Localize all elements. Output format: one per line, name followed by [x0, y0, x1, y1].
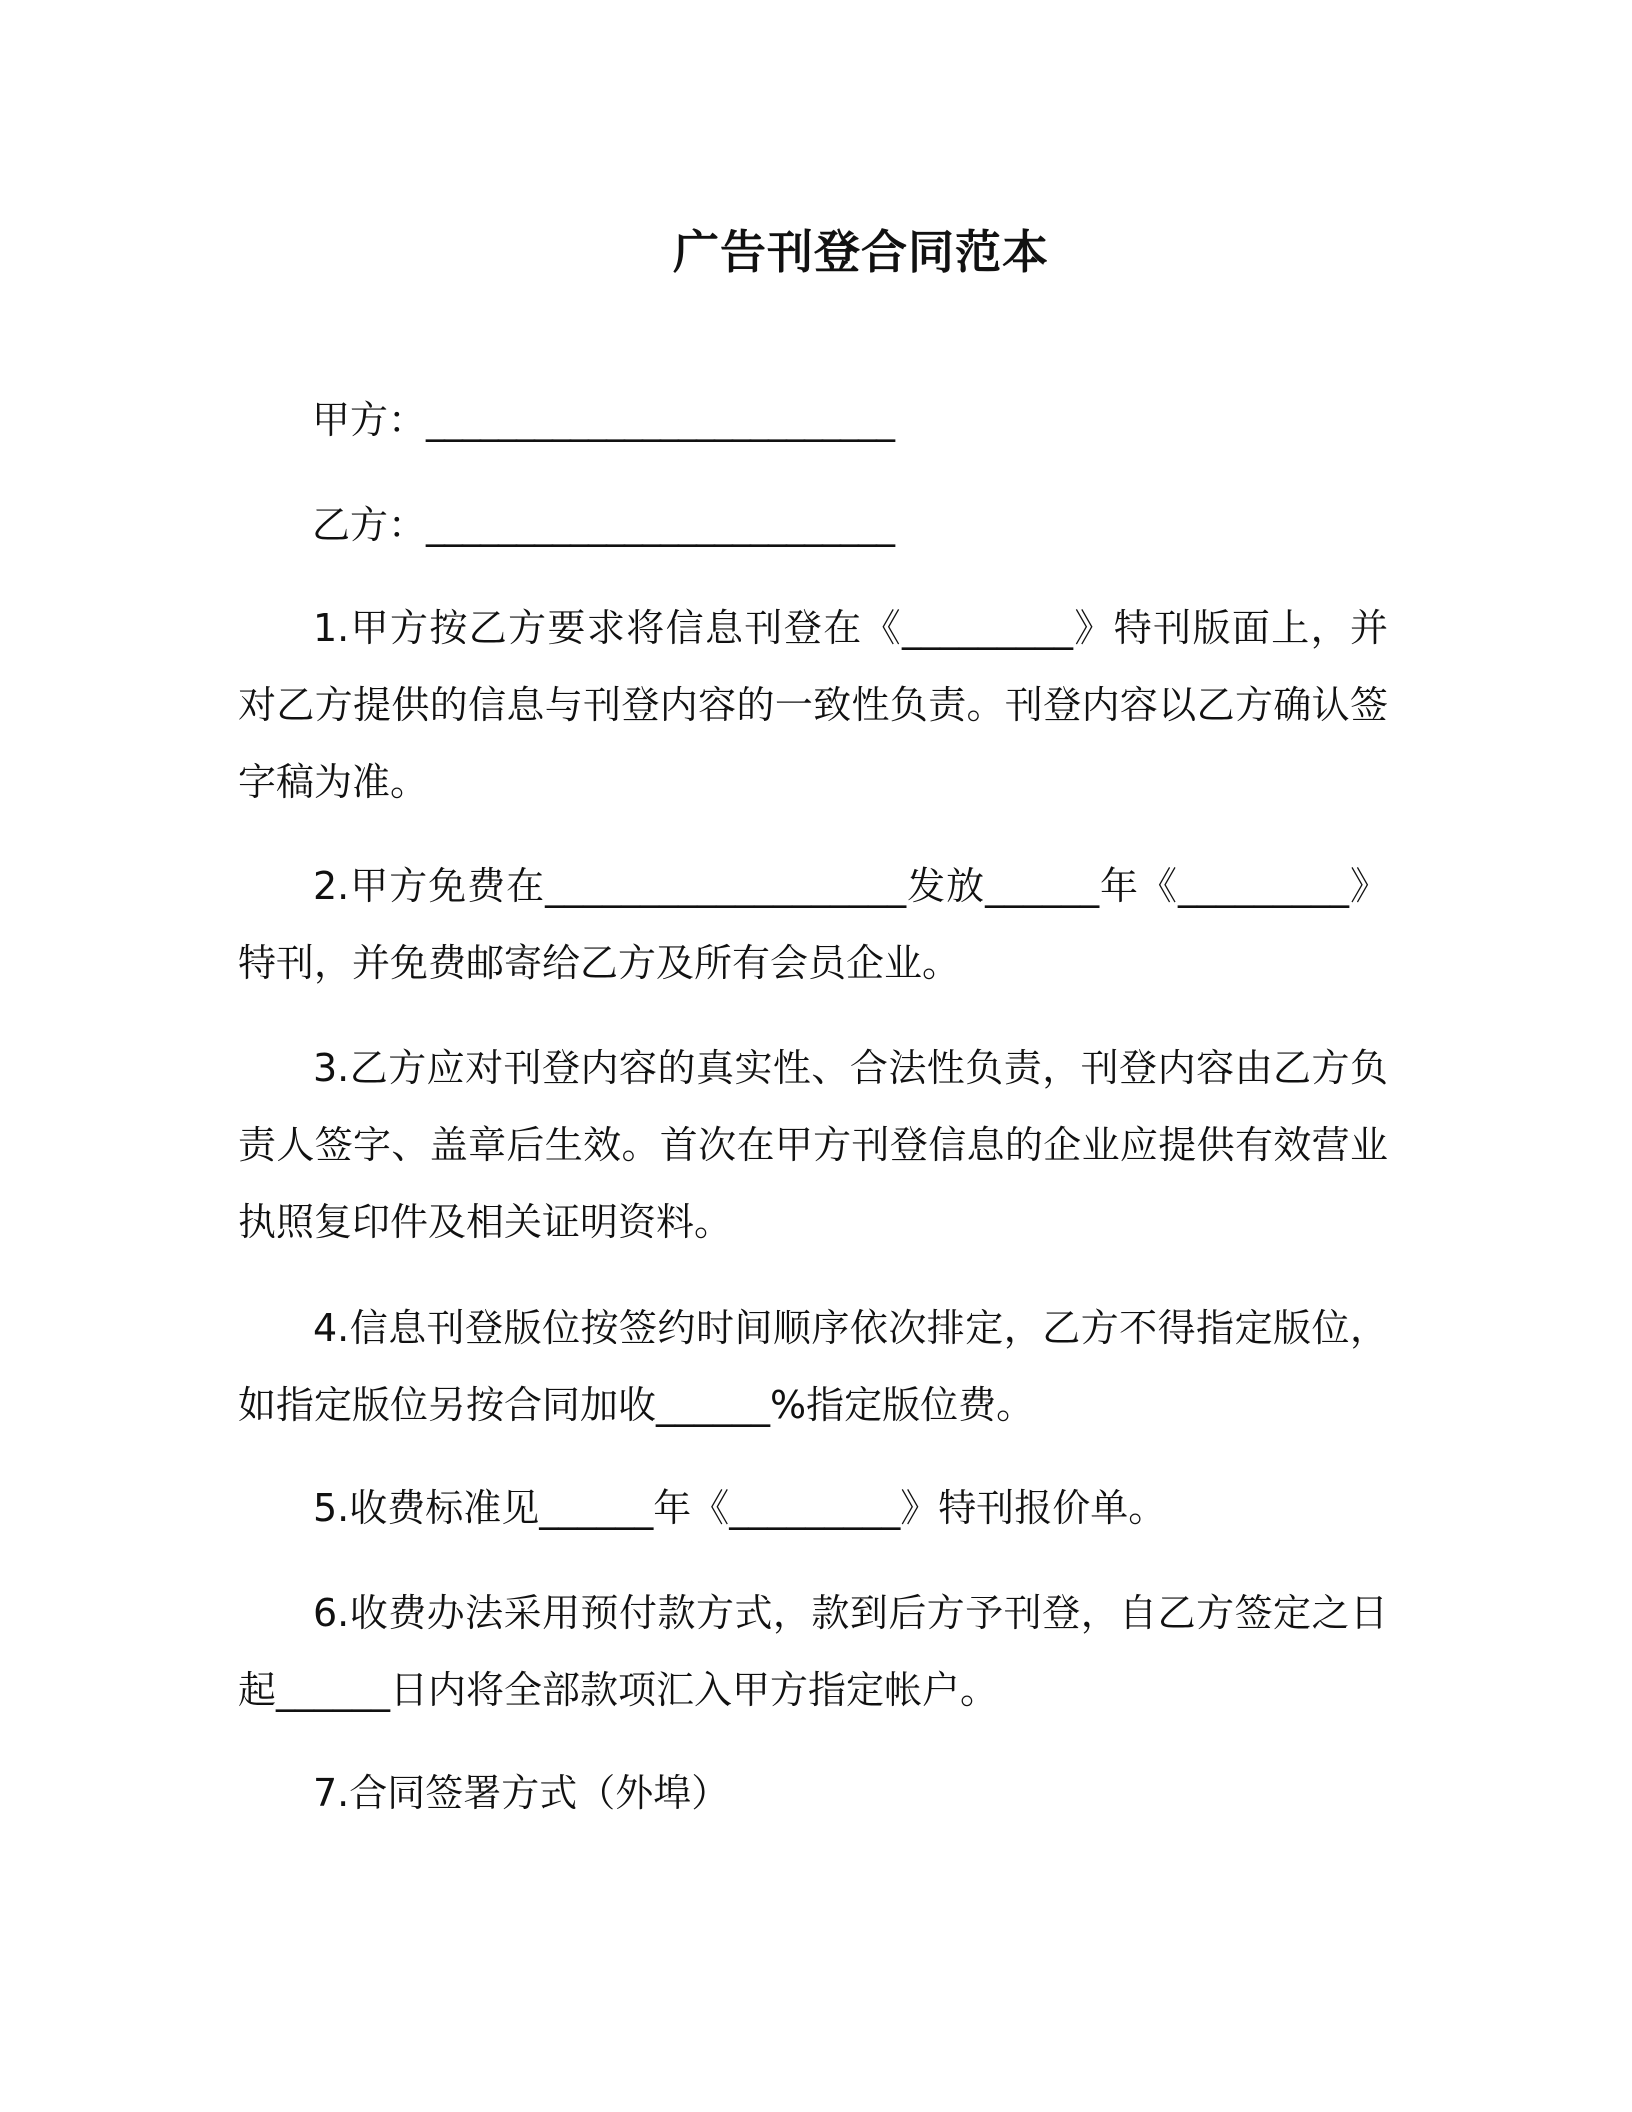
party-b-line	[312, 500, 894, 550]
party-b-blank: __________________________	[426, 503, 895, 547]
party-a-label: 甲方：	[312, 398, 427, 442]
document-title: 广告刊登合同范本	[673, 225, 1049, 279]
clause-4: 4.信息刊登版位按签约时间顺序依次排定，乙方不得指定版位，如指定版位另按合同加收______%指定版位费。	[238, 1306, 1388, 1427]
clause-6: 6.收费办法采用预付款方式，款到后方予刊登，自乙方签定之日起______日内将全部款项汇入甲方指定帐户。	[238, 1591, 1388, 1712]
clause-5: 5.收费标准见______年《_________》特刊报价单。	[313, 1486, 1167, 1530]
party-a-line	[312, 395, 894, 445]
clause-1: 1.甲方按乙方要求将信息刊登在《_________》特刊版面上，并对乙方提供的信息与刊登内容的一致性负责。刊登内容以乙方确认签字稿为准。	[238, 606, 1388, 804]
party-b-label: 乙方：	[312, 503, 427, 547]
clause-7: 7.合同签署方式（外埠）	[313, 1771, 730, 1815]
clause-2: 2.甲方免费在___________________发放______年《_________》特刊，并免费邮寄给乙方及所有会员企业。	[238, 864, 1388, 985]
clause-3: 3.乙方应对刊登内容的真实性、合法性负责，刊登内容由乙方负责人签字、盖章后生效。首次在甲方刊登信息的企业应提供有效营业执照复印件及相关证明资料。	[238, 1046, 1388, 1244]
party-a-blank: __________________________	[426, 398, 895, 442]
